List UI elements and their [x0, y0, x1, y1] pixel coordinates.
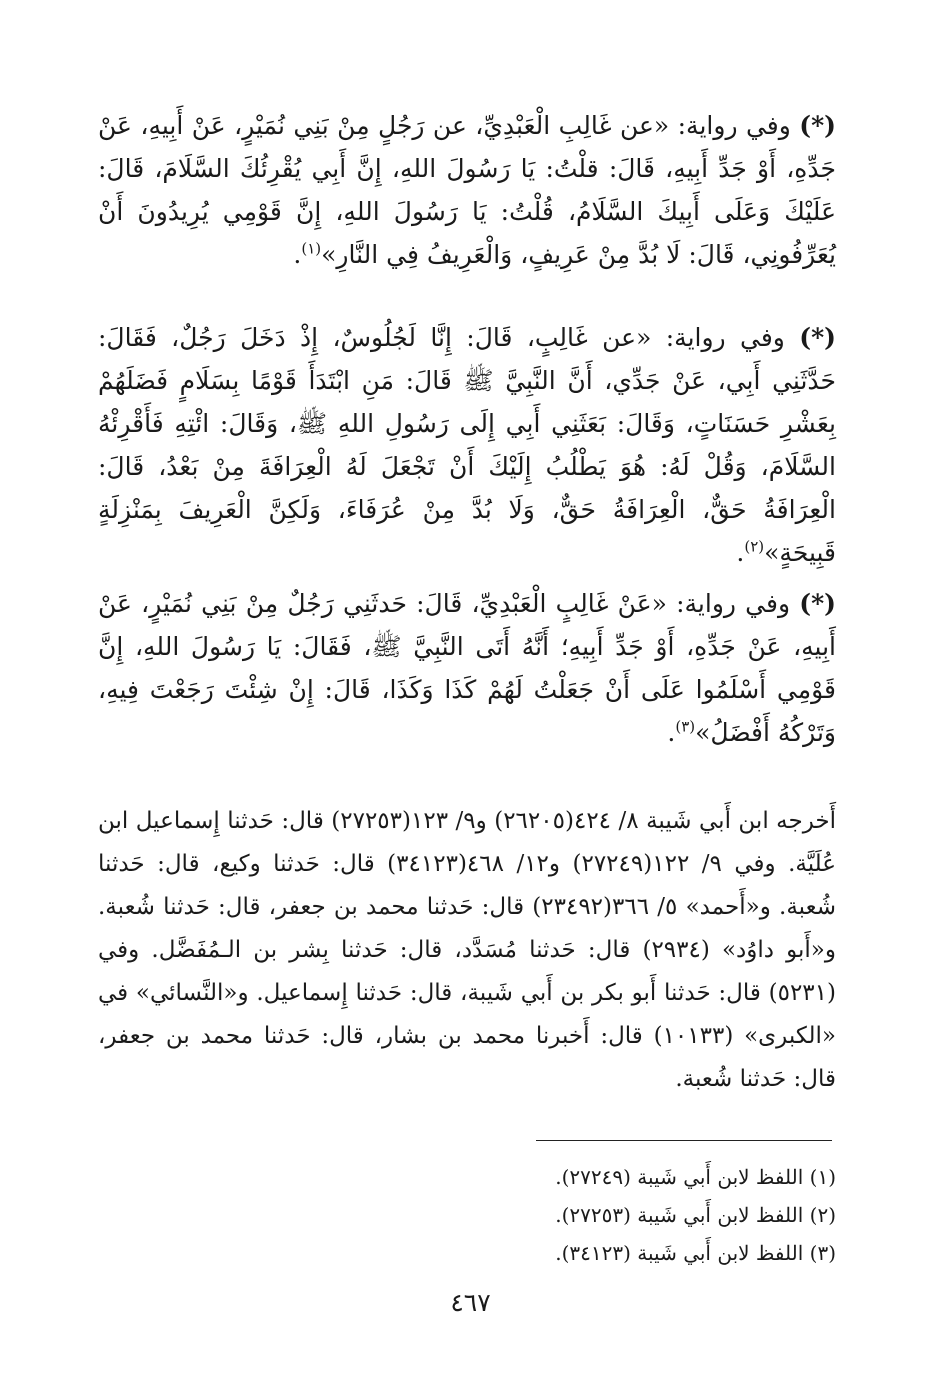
- footnote-ref[interactable]: (١): [301, 239, 322, 258]
- hadith-paragraph-2: [98, 316, 836, 574]
- hadith-paragraph-3: [98, 582, 836, 754]
- footnote-1: (١) اللفظ لابن أَبي شَيبة (٢٧٢٤٩).: [555, 1165, 836, 1189]
- source-takhrij: [98, 800, 836, 1101]
- hadith-paragraph-1: [98, 104, 836, 276]
- paragraph-text: وفي رواية: «عَنْ غَالِبٍ الْعَبْدِيِّ، قَالَ: حَدثَنِي رَجُلٌ مِنْ بَنِي نُمَيْرٍ، عَنْ أَبِيهِ، عَنْ جَدِّهِ، أَوْ جَدِّ أَبِيهِ؛ أَنَّهُ أَتَى النَّبِيَّ ﷺ، فَقَالَ: يَا رَسُولَ اللهِ، إِنَّ قَوْمِي أَسْلَمُوا عَلَى أَنْ جَعَلْتُ لَهُمْ كَذَا وَكَذَا، قَالَ: إِنْ شِئْتَ رَجَعْتَ فِيهِ، وَتَرْكُهُ أَفْضَلُ»: [98, 589, 836, 747]
- footnote-ref[interactable]: (٢): [744, 537, 765, 556]
- source-text: أَخرجه ابن أَبي شَيبة ٨/ ٤٢٤(٢٦٢٠٥) و٩/ ١٢٣(٢٧٢٥٣) قال: حَدثنا إِسماعيل ابن عُلَيَّة. وفي ٩/ ١٢٢(٢٧٢٤٩) و١٢/ ٤٦٨(٣٤١٢٣) قال: حَدثنا وكيع، قال: حَدثنا شُعبة. و«أَحمد» ٥/ ٣٦٦(٢٣٤٩٢) قال: حَدثنا محمد بن جعفر، قال: حَدثنا شُعبة. و«أَبو داوُد» (٢٩٣٤) قال: حَدثنا مُسَدَّد، قال: حَدثنا بِشر بن الـمُفَضَّل. وفي (٥٢٣١) قال: حَدثنا أَبو بكر بن أَبي شَيبة، قال: حَدثنا إِسماعيل. و«النَّسائي» في «الكبرى» (١٠١٣٣) قال: أَخبرنا محمد بن بشار، قال: حَدثنا محمد بن جعفر، قال: حَدثنا شُعبة.: [98, 808, 837, 1092]
- paragraph: [98, 582, 836, 754]
- paragraph-end: .: [736, 538, 745, 567]
- paragraph-marker: (*): [799, 323, 836, 352]
- paragraph-text: وفي رواية: «عن غَالِبٍ، قَالَ: إِنَّا لَجُلُوسٌ، إِذْ دَخَلَ رَجُلٌ، فَقَالَ: حَدَّثَنِي أَبِي، عَنْ جَدِّي، أَنَّ النَّبِيَّ ﷺ قَالَ: مَنِ ابْتَدَأَ قَوْمًا بِسَلَامٍ فَضَلَهُمْ بِعَشْرِ حَسَنَاتٍ، وَقَالَ: بَعَثَنِي أَبِي إِلَى رَسُولِ اللهِ ﷺ، وَقَالَ: ائْتِهِ فَأَقْرِئْهُ السَّلَامَ، وَقُلْ لَهُ: هُوَ يَطْلُبُ إِلَيْكَ أَنْ تَجْعَلَ لَهُ الْعِرَافَةَ مِنْ بَعْدُ، قَالَ: الْعِرَافَةُ حَقٌّ، الْعِرَافَةُ حَقٌّ، وَلَا بُدَّ مِنْ عُرَفَاءَ، وَلَكِنَّ الْعَرِيفَ بِمَنْزِلَةٍ قَبِيحَةٍ»: [98, 323, 836, 567]
- paragraph-end: .: [293, 240, 302, 269]
- footnote-2: (٢) اللفظ لابن أَبي شَيبة (٢٧٢٥٣).: [555, 1203, 836, 1227]
- paragraph: [98, 104, 836, 276]
- paragraph-text: وفي رواية: «عن غَالِبِ الْعَبْدِيِّ، عن رَجُلٍ مِنْ بَنِي نُمَيْرٍ، عَنْ أَبِيهِ، عَنْ جَدِّهِ، أَوْ جَدِّ أَبِيهِ، قَالَ: قلْتُ: يَا رَسُولَ اللهِ، إِنَّ أَبِي يُقْرِئُكَ السَّلَامَ، قَالَ: عَلَيْكَ وَعَلَى أَبِيكَ السَّلَامُ، قُلْتُ: يَا رَسُولَ اللهِ، إِنَّ قَوْمِي يُرِيدُونَ أَنْ يُعَرِّفُونِي، قَالَ: لَا بُدَّ مِنْ عَرِيفٍ، وَالْعَرِيفُ فِي النَّارِ»: [98, 111, 836, 269]
- footnote-ref[interactable]: (٣): [675, 717, 696, 736]
- paragraph-marker: (*): [799, 111, 836, 140]
- footnote-3: (٣) اللفظ لابن أَبي شَيبة (٣٤١٢٣).: [555, 1241, 836, 1265]
- paragraph-end: .: [667, 718, 676, 747]
- paragraph-marker: (*): [799, 589, 836, 618]
- paragraph: [98, 316, 836, 574]
- page-number: ٤٦٧: [450, 1288, 491, 1317]
- footnote-divider: [536, 1140, 832, 1141]
- footnotes: [98, 1158, 836, 1272]
